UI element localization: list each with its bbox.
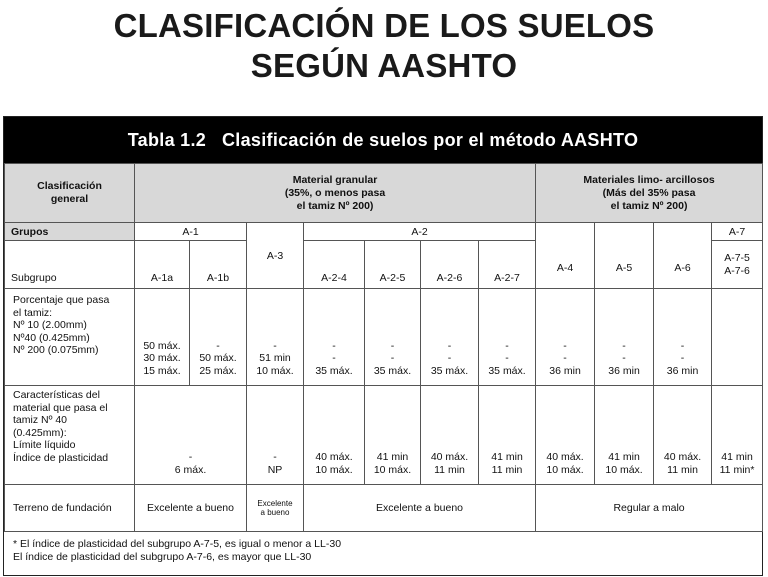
header-silt-clay: Materiales limo- arcillosos (Más del 35% pasa el tamiz Nº 200) [536,164,763,223]
passing-a1a: 50 máx. 30 máx. 15 máx. [135,289,190,386]
subgroup-a7: A-7-5 A-7-6 [712,241,763,289]
footnote-line2: El índice de plasticidad del subgrupo A-7-6, es mayor que LL-30 [13,551,312,563]
foundation-label: Terreno de fundación [5,485,135,532]
header-granular: Material granular (35%, o menos pasa el tamiz Nº 200) [135,164,536,223]
subgroup-a25: A-2-5 [365,241,421,289]
characteristics-label: Características del material que pasa el tamiz Nº 40 (0.425mm): Límite líquido Índice de plasticidad [5,386,135,485]
subgroup-label: Subgrupo [5,241,135,289]
footnote-line1: * El índice de plasticidad del subgrupo A-7-5, es igual o menor a LL-30 [13,538,342,550]
groups-label: Grupos [5,223,135,241]
aashto-table [4,163,763,532]
characteristics-a25: 41 min 10 máx. [365,386,421,485]
passing-a27: - - 35 máx. [479,289,536,386]
characteristics-a7: 41 min 11 min* [712,386,763,485]
slide-title [0,6,768,86]
characteristics-a27: 41 min 11 min [479,386,536,485]
slide-title-line2: SEGÚN AASHTO [250,47,518,84]
passing-a1b: - 50 máx. 25 máx. [190,289,247,386]
passing-a24: - - 35 máx. [304,289,365,386]
foundation-silt-clay: Regular a malo [536,485,763,532]
subgroup-a1a: A-1a [135,241,190,289]
foundation-a2: Excelente a bueno [304,485,536,532]
subgroup-a1b: A-1b [190,241,247,289]
characteristics-a26: 40 máx. 11 min [421,386,479,485]
passing-a5: - - 36 min [595,289,654,386]
characteristics-a1: - 6 máx. [135,386,247,485]
subgroup-a26: A-2-6 [421,241,479,289]
group-a3: A-3 [247,223,304,289]
passing-a25: - - 35 máx. [365,289,421,386]
passing-a26: - - 35 máx. [421,289,479,386]
subgroup-a5: A-5 [595,223,654,289]
group-a2: A-2 [304,223,536,241]
subgroup-a27: A-2-7 [479,241,536,289]
foundation-a3: Excelente a bueno [247,485,304,532]
subgroup-a4: A-4 [536,223,595,289]
slide-title-line1: CLASIFICACIÓN DE LOS SUELOS [113,7,655,44]
characteristics-a24: 40 máx. 10 máx. [304,386,365,485]
group-a7: A-7 [712,223,763,241]
header-classification: Clasificación general [5,164,135,223]
characteristics-a4: 40 máx. 10 máx. [536,386,595,485]
characteristics-a6: 40 máx. 11 min [654,386,712,485]
passing-a3: - 51 min 10 máx. [247,289,304,386]
characteristics-a3: - NP [247,386,304,485]
passing-a6: - - 36 min [654,289,712,386]
footnotes [4,531,762,576]
passing-a7 [712,289,763,386]
foundation-a1: Excelente a bueno [135,485,247,532]
group-a1: A-1 [135,223,247,241]
passing-label: Porcentaje que pasa el tamiz: Nº 10 (2.00mm) Nº40 (0.425mm) Nº 200 (0.075mm) [5,289,135,386]
table-caption: Tabla 1.2 Clasificación de suelos por el método AASHTO [4,117,762,163]
subgroup-a6: A-6 [654,223,712,289]
subgroup-a24: A-2-4 [304,241,365,289]
characteristics-a5: 41 min 10 máx. [595,386,654,485]
passing-a4: - - 36 min [536,289,595,386]
